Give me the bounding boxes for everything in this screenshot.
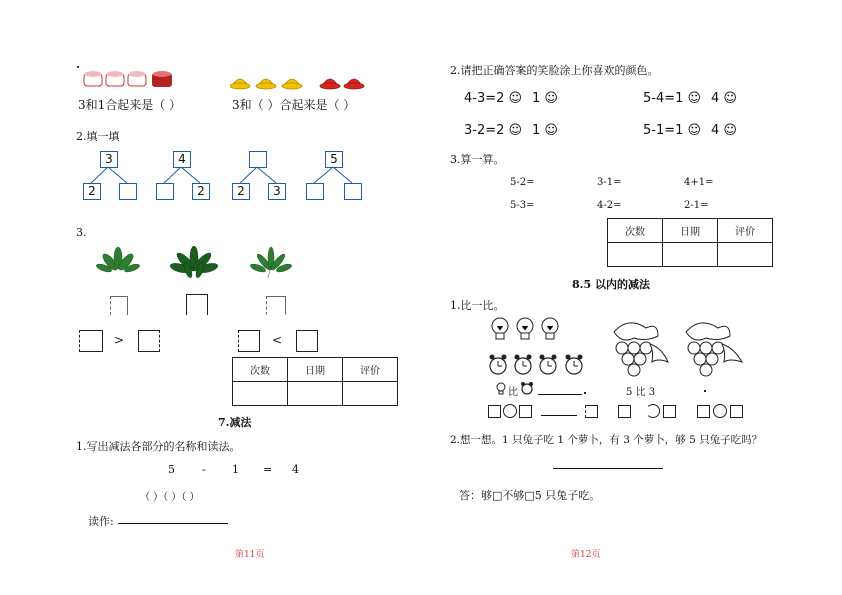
grade-cell[interactable]	[718, 243, 773, 267]
tree2-top[interactable]: 4	[173, 151, 191, 168]
tree4-top[interactable]: 5	[325, 151, 343, 168]
tree2-left[interactable]	[156, 183, 174, 200]
smiley-row2-d[interactable]: 4 ☺	[711, 123, 737, 138]
r-q2-title: 2.请把正确答案的笑脸涂上你喜欢的颜色。	[450, 64, 659, 77]
bulb-icon-small	[496, 382, 506, 396]
r-box-1[interactable]	[488, 405, 501, 418]
smiley-row2-a[interactable]: 3-2=2 ☺	[464, 123, 523, 138]
q1-text-a: 3和1合起来是（ ）	[78, 98, 182, 112]
grade-col-date: 日期	[663, 219, 718, 243]
calc-6[interactable]: 2-1=	[684, 200, 709, 211]
calc-4[interactable]: 5-3=	[510, 200, 535, 211]
q2-title: 2.填一填	[76, 130, 120, 143]
calc-5[interactable]: 4-2=	[597, 200, 622, 211]
grade-cell[interactable]	[663, 243, 718, 267]
grade-cell[interactable]	[233, 382, 288, 406]
lt-sign: <	[272, 333, 283, 347]
grade-col-eval: 评价	[718, 219, 773, 243]
smiley-row1-d[interactable]: 4 ☺	[711, 91, 737, 106]
bulbs-clocks-illustration	[488, 316, 594, 382]
left-grade-table	[232, 357, 398, 406]
gt-sign: >	[114, 333, 125, 347]
r-box-3[interactable]	[585, 405, 598, 418]
dot-mark	[584, 392, 586, 394]
grade-cell[interactable]	[288, 382, 343, 406]
smiley-row1-b[interactable]: 1 ☺	[532, 91, 558, 106]
leaf-box-1[interactable]	[110, 296, 128, 315]
r-circle-3[interactable]	[713, 404, 727, 418]
name-parens[interactable]: （ ）（ ）（ ）	[140, 492, 200, 503]
tree3-top[interactable]	[249, 151, 267, 168]
compare-label-left: 比	[508, 387, 518, 398]
section8-title: 8.5 以内的减法	[572, 278, 650, 291]
grade-col-times: 次数	[233, 358, 288, 382]
section8-q2-title: 2.想一想。1 只兔子吃 1 个萝卜，有 3 个萝卜，够 5 只兔子吃吗？	[450, 434, 763, 446]
compare-box-2[interactable]	[138, 330, 160, 352]
right-grade-table	[607, 218, 773, 267]
compare-box-4[interactable]	[296, 330, 318, 352]
grade-col-times: 次数	[608, 219, 663, 243]
grapes-illustration	[606, 318, 752, 382]
calc-2[interactable]: 3-1=	[597, 177, 622, 188]
eq-result: 4	[292, 463, 299, 476]
tree3-right[interactable]: 3	[268, 183, 286, 200]
eq-term-1: 5	[168, 463, 175, 476]
calc-1[interactable]: 5-2=	[510, 177, 535, 188]
r-answer-line[interactable]	[541, 415, 577, 416]
section7-title: 7.减法	[218, 416, 252, 429]
compare-label-right: 5 比 3	[626, 387, 656, 398]
q2-answer-line[interactable]	[553, 468, 663, 469]
section8-q1-title: 1.比一比。	[450, 299, 505, 312]
r-box-4[interactable]	[618, 405, 631, 418]
r-circle-1[interactable]	[503, 404, 517, 418]
q1-text-b: 3和（ ）合起来是（ ）	[232, 98, 356, 112]
left-page-number: 第11页	[235, 550, 265, 560]
smiley-row1-a[interactable]: 4-3=2 ☺	[464, 91, 523, 106]
tree2-right[interactable]: 2	[192, 183, 210, 200]
eq-minus: -	[202, 463, 206, 476]
r-box-2[interactable]	[519, 405, 532, 418]
r-circle-2[interactable]	[646, 404, 660, 418]
dot-mark-2	[704, 390, 706, 392]
eq-equals: =	[263, 463, 273, 476]
read-answer-line[interactable]	[118, 523, 228, 524]
read-label: 读作:	[88, 515, 114, 528]
clock-icon-small	[520, 381, 534, 395]
q3-title: 3.	[76, 226, 87, 239]
tree4-right[interactable]	[344, 183, 362, 200]
answer-text[interactable]: 答：够□不够□5 只兔子吃。	[459, 489, 601, 502]
leaf-box-2[interactable]	[186, 294, 208, 315]
tree1-left[interactable]: 2	[83, 183, 101, 200]
smiley-row2-c[interactable]: 5-1=1 ☺	[643, 123, 702, 138]
r-q3-title: 3.算一算。	[450, 153, 505, 166]
smiley-row1-c[interactable]: 5-4=1 ☺	[643, 91, 702, 106]
leaf-box-3[interactable]	[266, 296, 286, 315]
tree3-left[interactable]: 2	[232, 183, 250, 200]
right-page-number: 第12页	[571, 550, 601, 560]
tree4-left[interactable]	[306, 183, 324, 200]
compare-box-3[interactable]	[238, 330, 260, 352]
eq-term-2: 1	[232, 463, 239, 476]
tree1-right[interactable]	[119, 183, 137, 200]
r-box-7[interactable]	[730, 405, 743, 418]
r-box-6[interactable]	[697, 405, 710, 418]
compare-answer-line[interactable]	[538, 394, 582, 395]
tree1-top[interactable]: 3	[100, 151, 118, 168]
section7-q1-title: 1.写出减法各部分的名称和读法。	[76, 440, 241, 453]
calc-3[interactable]: 4+1=	[684, 177, 714, 188]
smiley-row2-b[interactable]: 1 ☺	[532, 123, 558, 138]
grade-col-date: 日期	[288, 358, 343, 382]
grade-col-eval: 评价	[343, 358, 398, 382]
compare-box-1[interactable]	[79, 330, 103, 352]
leaves-illustration	[96, 246, 296, 280]
grade-cell[interactable]	[608, 243, 663, 267]
r-box-5[interactable]	[663, 405, 676, 418]
grade-cell[interactable]	[343, 382, 398, 406]
